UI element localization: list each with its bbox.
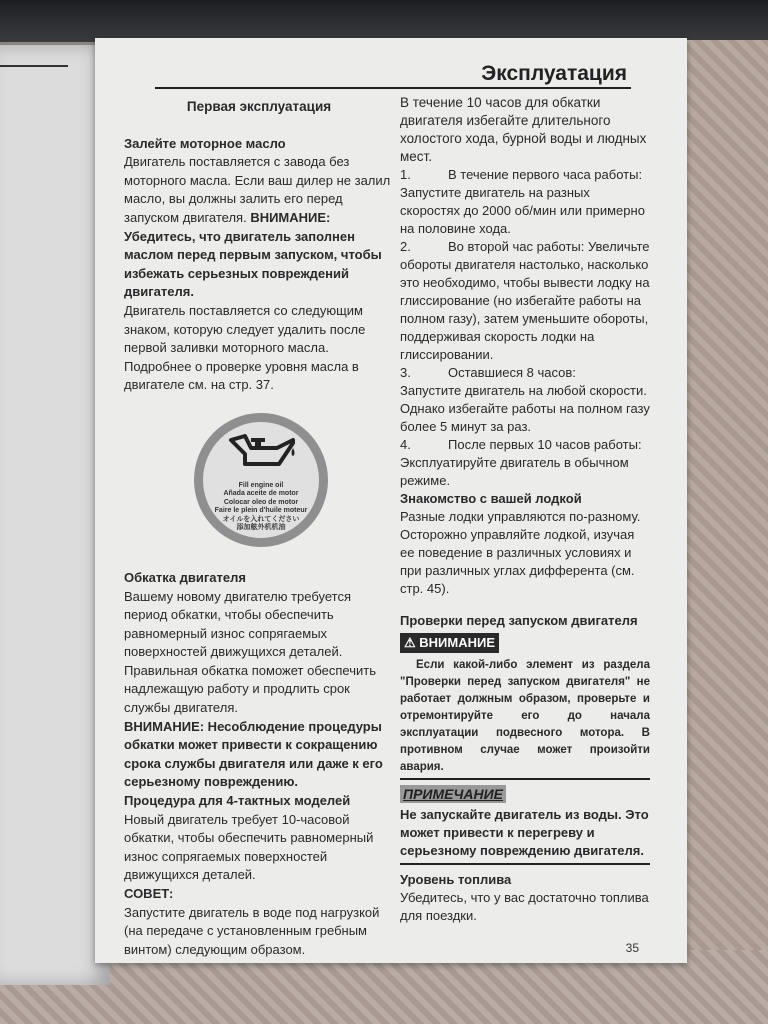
header-divider bbox=[155, 87, 631, 89]
boat-heading: Знакомство с вашей лодкой bbox=[400, 491, 582, 506]
oil-sign-text bbox=[203, 482, 319, 533]
procedure-paragraph: Новый двигатель требует 10-часовой обкатки, чтобы обеспечить равномерный износ сопрягаемых поверхностей движущихся деталей. bbox=[124, 811, 374, 883]
step-number: 2. bbox=[400, 239, 411, 254]
divider bbox=[0, 65, 68, 67]
step-text: Запустите двигатель на разных скоростях до 2000 об/мин или примерно на половине хода. bbox=[400, 185, 645, 236]
checks-heading: Проверки перед запуском двигателя bbox=[400, 613, 638, 628]
logo-line: 添加舷外机机油 bbox=[236, 524, 286, 532]
left-column bbox=[124, 96, 394, 959]
oil-can-icon bbox=[227, 432, 297, 478]
step-text: обороты двигателя настолько, насколько это необходимо, чтобы вывести лодку на глиссирование (но избегайте работы на полном газу), затем уменьшите обороты, поддерживая скорость лодки на глиссировании. bbox=[400, 257, 650, 362]
warning-label: ВНИМАНИЕ bbox=[419, 635, 496, 650]
intro-paragraph: В течение 10 часов для обкатки двигателя избегайте длительного холостого хода, бурной воды и людных мест. bbox=[400, 95, 647, 164]
step-2 bbox=[400, 238, 650, 364]
step-text: Запустите двигатель на любой скорости. Однако избегайте работы на полном газу более 5 минут за раз. bbox=[400, 383, 650, 434]
breakin-paragraph: Вашему новому двигателю требуется период обкатки, чтобы обеспечить равномерный износ сопрягаемых поверхностей движущихся деталей. Правильная обкатка поможет обеспечить надлежащую работу и продлить срок службы двигателя. bbox=[124, 588, 376, 716]
step-title: После первых 10 часов работы: bbox=[448, 437, 642, 452]
fuel-heading: Уровень топлива bbox=[400, 872, 512, 887]
oil-warning: ВНИМАНИЕ: Убедитесь, что двигатель заполнен маслом перед первым запуском, чтобы избежать серьезных повреждений двигателя. bbox=[124, 209, 382, 300]
warning-triangle-icon: ⚠ bbox=[404, 635, 420, 650]
oil-paragraph bbox=[124, 153, 394, 302]
oil-sign-paragraph: Двигатель поставляется со следующим знаком, которую следует удалить после первой заливки моторного масла. Подробнее о проверке уровня масла в двигателе см. на стр. 37. bbox=[124, 302, 366, 393]
note-badge: ПРИМЕЧАНИЕ bbox=[400, 785, 506, 803]
right-column bbox=[400, 94, 650, 925]
manual-page bbox=[95, 38, 687, 963]
logo-line: Añada aceite de motor bbox=[223, 490, 299, 498]
oil-heading: Залейте моторное масло bbox=[124, 135, 286, 151]
oil-text: Двигатель поставляется с завода без моторного масла. Если ваш дилер не залил масло, вы должны залить его перед запуском двигателя. bbox=[124, 154, 391, 225]
oil-sign-image bbox=[194, 413, 328, 547]
logo-line: オイルを入れてください bbox=[222, 515, 300, 523]
fuel-paragraph: Убедитесь, что у вас достаточно топлива для поездки. bbox=[400, 890, 649, 923]
logo-line: Fill engine oil bbox=[238, 481, 284, 489]
dark-background bbox=[0, 0, 768, 42]
note-text: Не запускайте двигатель из воды. Это может привести к перегреву и серьезному повреждению двигателя. bbox=[400, 806, 650, 865]
step-text: Эксплуатируйте двигатель в обычном режиме. bbox=[400, 455, 629, 488]
boat-paragraph: Разные лодки управляются по-разному. Осторожно управляйте лодкой, изучая ее поведение в различных условиях и при различных углах дифферента (см. стр. 45). bbox=[400, 509, 641, 596]
step-number: 4. bbox=[400, 437, 411, 452]
step-3 bbox=[400, 364, 650, 436]
page-number: 35 bbox=[625, 941, 639, 955]
breakin-heading: Обкатка двигателя bbox=[124, 569, 246, 585]
previous-page-edge bbox=[0, 45, 110, 985]
breakin-warning: ВНИМАНИЕ: Несоблюдение процедуры обкатки может привести к сокращению срока службы двигателя или даже к его серьезному повреждению. bbox=[124, 718, 383, 790]
warning-badge bbox=[400, 633, 499, 653]
advice-paragraph: Запустите двигатель в воде под нагрузкой (на передаче с установленным гребным винтом) следующим образом. bbox=[124, 904, 380, 957]
warning-text: Если какой-либо элемент из раздела "Проверки перед запуском двигателя" не работает должным образом, проверьте и отремонтируйте его до начала эксплуатации подвесного мотора. В противном случае может произойти авария. bbox=[400, 657, 650, 780]
page-header-title: Эксплуатация bbox=[481, 62, 627, 85]
step-title: В течение первого часа работы: bbox=[448, 167, 643, 182]
procedure-heading: Процедура для 4-тактных моделей bbox=[124, 793, 351, 809]
step-1 bbox=[400, 166, 650, 238]
logo-line: Colocar oleo de motor bbox=[223, 498, 299, 506]
logo-line: Faire le plein d'huile moteur bbox=[214, 507, 308, 515]
step-number: 3. bbox=[400, 365, 411, 380]
step-title: Оставшиеся 8 часов: bbox=[448, 365, 576, 380]
step-number: 1. bbox=[400, 167, 411, 182]
section-title: Первая эксплуатация bbox=[186, 99, 332, 114]
advice-heading: СОВЕТ: bbox=[124, 886, 174, 901]
step-title: Во второй час работы: Увеличьте bbox=[448, 239, 650, 254]
step-4 bbox=[400, 436, 650, 490]
